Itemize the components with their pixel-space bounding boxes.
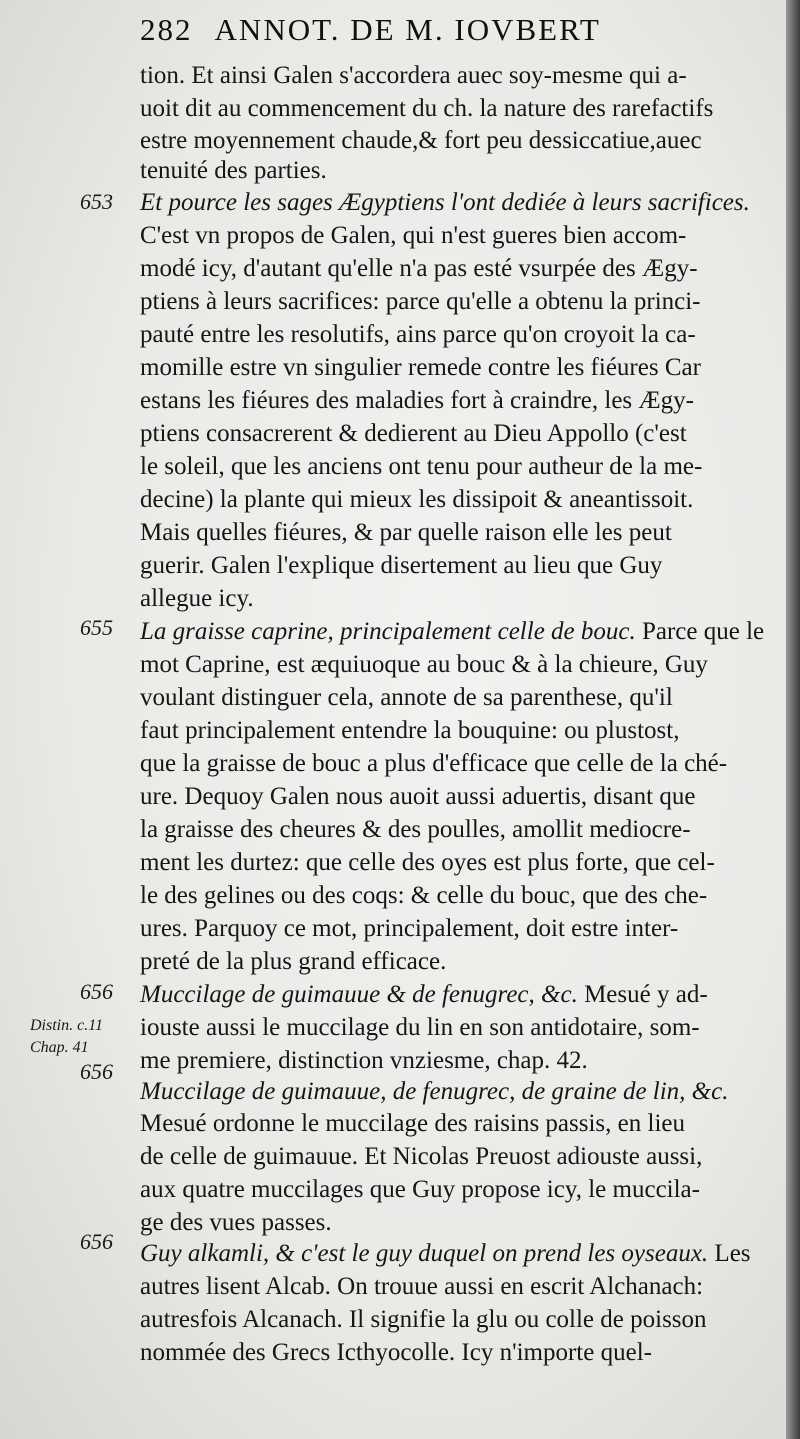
lemma-line [140, 1238, 780, 1270]
text-line: ment les durtez: que celle des oyes est plus forte, que cel- [140, 849, 715, 876]
page-gutter-shadow [786, 0, 800, 1439]
text-line: iouste aussi le muccilage du lin en son antidotaire, som- [140, 1014, 700, 1041]
text-line: estre moyennement chaude,& fort peu dessiccatiue,auec [140, 127, 702, 154]
text-line: le des gelines ou des coqs: & celle du bouc, que des che- [140, 882, 708, 909]
text-line: autresfois Alcanach. Il signifie la glu ou colle de poisson [140, 1306, 707, 1333]
lemma-line [140, 616, 780, 648]
lemma-continuation: Les [714, 1240, 751, 1267]
margin-note: Chap. 41 [30, 1039, 89, 1056]
text-line: faut principalement entendre la bouquine: ou plustost, [140, 717, 680, 744]
text-line: ure. Dequoy Galen nous auoit aussi aduertis, disant que [140, 783, 696, 810]
margin-number: 656 [80, 979, 113, 1004]
lemma-line: Muccilage de guimauue, de fenugrec, de graine de lin, &c. [140, 1078, 729, 1105]
margin-number: 656 [80, 1229, 113, 1254]
text-line: momille estre vn singulier remede contre les fiéures Car [140, 354, 701, 381]
page-number: 282 [140, 12, 193, 47]
text-line: guerir. Galen l'explique disertement au lieu que Guy [140, 552, 663, 579]
margin-number: 655 [80, 615, 113, 640]
text-line: nommée des Grecs Icthyocolle. Icy n'importe quel- [140, 1339, 652, 1366]
lemma-continuation: Parce que le [641, 618, 765, 645]
text-line: pauté entre les resolutifs, ains parce qu'on croyoit la ca- [140, 321, 696, 348]
text-line: mot Caprine, est æquiuoque au bouc & à la chieure, Guy [140, 651, 708, 678]
text-line: decine) la plante qui mieux les dissipoit & aneantissoit. [140, 486, 694, 513]
text-line: me premiere, distinction vnziesme, chap. 42. [140, 1047, 588, 1074]
text-line: autres lisent Alcab. On trouue aussi en escrit Alchanach: [140, 1273, 704, 1300]
running-header [140, 12, 660, 52]
text-line: ptiens consacrerent & dedierent au Dieu Appollo (c'est [140, 420, 687, 447]
text-line: la graisse des cheures & des poulles, amollit mediocre- [140, 816, 691, 843]
margin-number: 653 [80, 189, 113, 214]
text-line: uoit dit au commencement du ch. la nature des rarefactifs [140, 95, 714, 122]
text-line: que la graisse de bouc a plus d'efficace que celle de la ché- [140, 750, 728, 777]
lemma-text: La graisse caprine, principalement celle de bouc. [140, 618, 636, 645]
text-line: modé icy, d'autant qu'elle n'a pas esté vsurpée des Ægy- [140, 255, 698, 282]
text-line: Mesué ordonne le muccilage des raisins passis, en lieu [140, 1110, 685, 1137]
text-line: Mais quelles fiéures, & par quelle raison elle les peut [140, 519, 672, 546]
lemma-line: Et pource les sages Ægyptiens l'ont dediée à leurs sacrifices. [140, 189, 750, 216]
text-line: allegue icy. [140, 585, 254, 612]
text-line: voulant distinguer cela, annote de sa parenthese, qu'il [140, 684, 673, 711]
lemma-text: Muccilage de guimauue & de fenugrec, &c. [140, 981, 578, 1008]
margin-number: 656 [80, 1059, 113, 1084]
lemma-text: Guy alkamli, & c'est le guy duquel on prend les oyseaux. [140, 1240, 709, 1267]
text-line: ures. Parquoy ce mot, principalement, doit estre inter- [140, 915, 679, 942]
text-line: tion. Et ainsi Galen s'accordera auec soy-mesme qui a- [140, 62, 687, 89]
text-line: C'est vn propos de Galen, qui n'est gueres bien accom- [140, 222, 687, 249]
text-line: aux quatre muccilages que Guy propose icy, le muccila- [140, 1176, 700, 1203]
text-line: estans les fiéures des maladies fort à craindre, les Ægy- [140, 387, 694, 414]
running-title: ANNOT. DE M. IOVBERT [214, 12, 601, 47]
lemma-line [140, 979, 780, 1011]
text-line: le soleil, que les anciens ont tenu pour autheur de la me- [140, 453, 703, 480]
text-line: ptiens à leurs sacrifices: parce qu'elle a obtenu la princi- [140, 288, 701, 315]
text-line: ge des vues passes. [140, 1209, 332, 1236]
text-line: de celle de guimauue. Et Nicolas Preuost adiouste aussi, [140, 1143, 703, 1170]
margin-note: Distin. c.11 [30, 1017, 104, 1034]
lemma-continuation: Mesué y ad- [584, 981, 708, 1008]
text-line: preté de la plus grand efficace. [140, 948, 447, 975]
text-line: tenuité des parties. [140, 157, 327, 184]
